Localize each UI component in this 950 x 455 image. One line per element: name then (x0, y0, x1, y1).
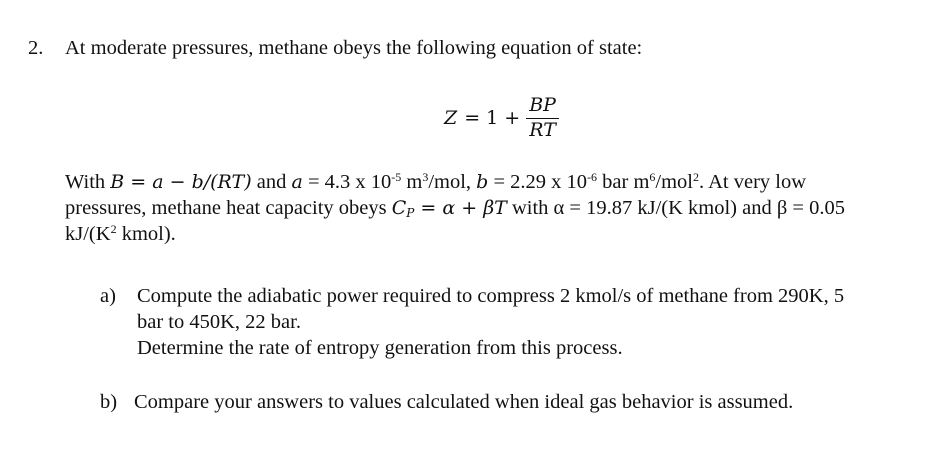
a-value: = 4.3 x 10 (302, 171, 392, 193)
a-exponent: -5 (391, 170, 402, 184)
description-line-3 (65, 221, 905, 247)
k-exponent: 2 (110, 222, 117, 236)
equation-operator: = 1 + (464, 106, 521, 129)
equation-denominator: RT (529, 118, 556, 141)
line-2-constants: with α = 19.87 kJ/(K kmol) and β = 0.05 (506, 197, 845, 219)
question-intro: At moderate pressures, methane obeys the following equation of state: (65, 37, 643, 59)
cp-rhs: = α + βT (414, 197, 507, 219)
part-a-line-1 (100, 283, 844, 309)
b-exponent: -6 (587, 170, 598, 184)
heat-capacity-formula (392, 197, 507, 219)
a-unit-rest: /mol, (428, 171, 477, 193)
question-heading (28, 36, 642, 61)
part-a-text-1: Compute the adiabatic power required to compress 2 kmol/s of methane from 290K, 5 (137, 285, 845, 307)
equation-lhs: Z (444, 106, 458, 129)
line-1-tail: . At very low (699, 171, 807, 193)
description-line-2 (65, 195, 905, 221)
part-a-line-2: bar to 450K, 22 bar. (137, 311, 301, 333)
b-unit: bar m (597, 171, 650, 193)
part-a (100, 283, 844, 361)
description-line-1 (65, 169, 905, 195)
part-a-line-3: Determine the rate of entropy generation from this process. (137, 337, 623, 359)
equation-fraction (526, 95, 559, 142)
line-2-head: pressures, methane heat capacity obeys (65, 197, 392, 219)
cp-symbol: C (391, 197, 407, 219)
text-and: and (251, 171, 292, 193)
part-a-label: a) (100, 285, 116, 307)
line-3-head: kJ/(K (65, 223, 111, 245)
b-variable: b (476, 171, 489, 193)
a-unit: m (401, 171, 423, 193)
problem-description (65, 169, 905, 247)
equation-of-state (444, 90, 559, 146)
b-unit-exponent: 6 (649, 170, 656, 184)
question-number: 2. (28, 37, 44, 59)
a-unit-exponent: 3 (422, 170, 429, 184)
equation-numerator: BP (529, 93, 556, 116)
b-unit-rest: /mol (655, 171, 693, 193)
line-3-tail: kmol). (116, 223, 176, 245)
part-b-label: b) (100, 391, 118, 413)
b-value: = 2.29 x 10 (488, 171, 588, 193)
text-with: With (65, 171, 111, 193)
b-unit-exponent-2: 2 (693, 170, 699, 184)
part-b-text: Compare your answers to values calculated when ideal gas behavior is assumed. (134, 391, 794, 413)
a-variable: a (291, 171, 303, 193)
b-formula: B = a − b/(RT) (110, 171, 252, 193)
part-b (100, 390, 793, 415)
cp-subscript: P (406, 206, 415, 220)
